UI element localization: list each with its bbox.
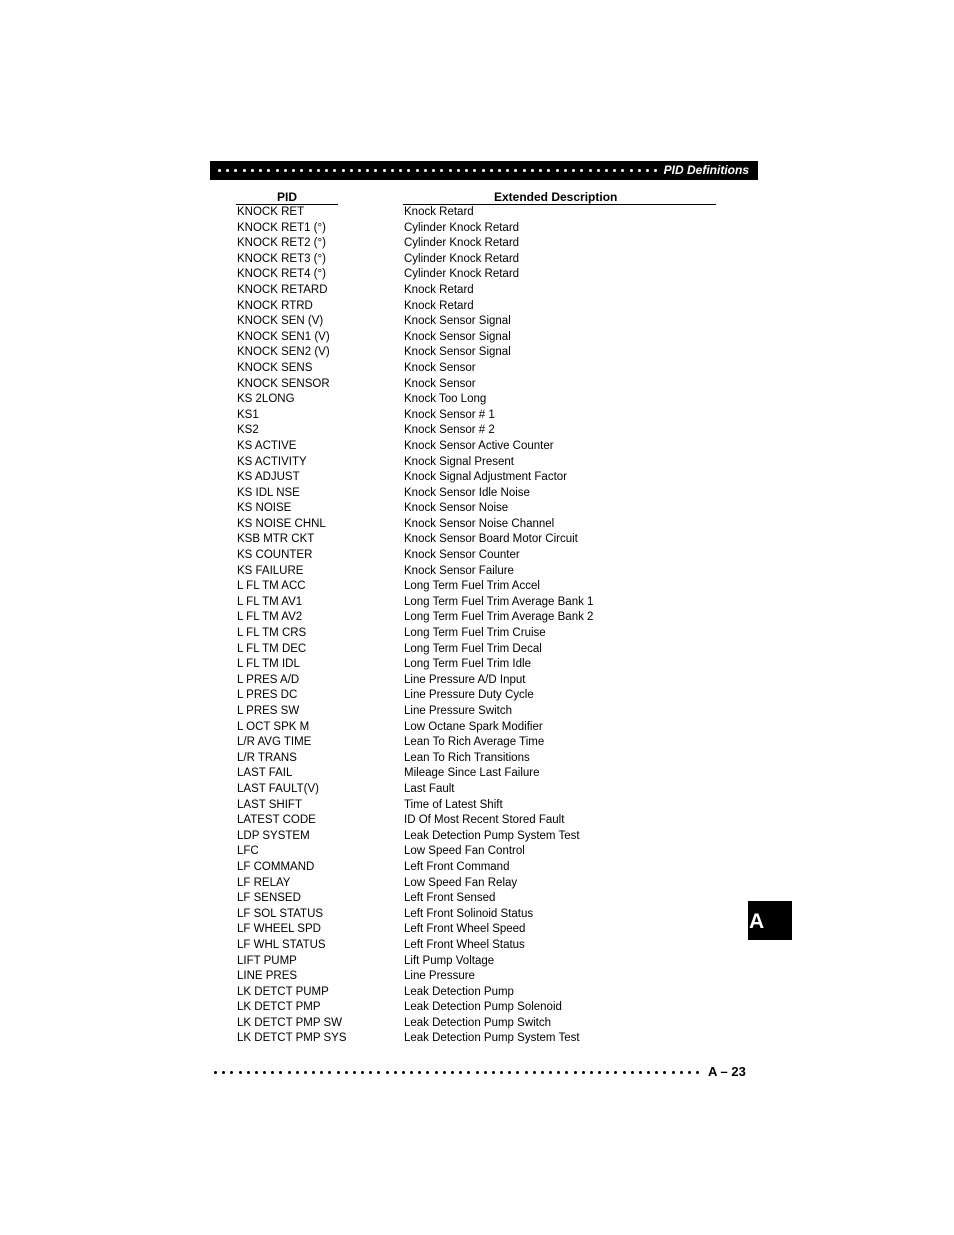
leader-dot (304, 1071, 307, 1074)
pid-cell: LATEST CODE (237, 814, 316, 827)
table-row (237, 938, 697, 954)
pid-cell: LF SOL STATUS (237, 907, 324, 920)
pid-cell: KNOCK SENSOR (237, 377, 330, 390)
table-row (237, 361, 697, 377)
table-row (237, 330, 697, 346)
leader-dot (218, 169, 221, 172)
pid-cell: L OCT SPK M (237, 720, 310, 733)
pid-cell: KS COUNTER (237, 549, 313, 562)
pid-cell: KS NOISE CHNL (237, 517, 326, 530)
table-row (237, 860, 697, 876)
description-cell: Knock Sensor Counter (404, 549, 520, 562)
description-cell: Knock Retard (404, 206, 474, 218)
description-cell: Knock Sensor Signal (404, 315, 511, 328)
table-row (237, 236, 697, 252)
leader-dot (288, 1071, 291, 1074)
table-row (237, 969, 697, 985)
pid-cell: KS ACTIVE (237, 439, 297, 452)
pid-cell: KNOCK SEN1 (V) (237, 330, 330, 343)
table-row (237, 564, 697, 580)
footer-dot-leader (214, 1069, 700, 1075)
table-row (237, 626, 697, 642)
table-row (237, 283, 697, 299)
leader-dot (251, 169, 254, 172)
leader-dot (498, 169, 501, 172)
leader-dot (259, 169, 262, 172)
leader-dot (465, 169, 468, 172)
description-cell: Knock Sensor Idle Noise (404, 486, 530, 499)
description-cell: Line Pressure Switch (404, 705, 513, 717)
table-row (237, 252, 697, 268)
pid-cell: LF WHEEL SPD (237, 923, 321, 936)
table-row (237, 642, 697, 658)
leader-dot (597, 169, 600, 172)
pid-cell: L FL TM AV2 (237, 611, 303, 624)
pid-cell: KS FAILURE (237, 564, 304, 577)
leader-dot (580, 169, 583, 172)
description-cell: Lean To Rich Average Time (404, 736, 545, 749)
leader-dot (284, 169, 287, 172)
pid-cell: L PRES SW (237, 705, 300, 717)
leader-dot (492, 1071, 495, 1074)
leader-dot (255, 1071, 258, 1074)
leader-dot (407, 169, 410, 172)
table-row (237, 985, 697, 1001)
leader-dot (680, 1071, 683, 1074)
description-cell: Left Front Command (404, 860, 510, 873)
pid-cell: L FL TM DEC (237, 642, 307, 655)
description-cell: Long Term Fuel Trim Idle (404, 658, 531, 671)
pid-cell: KS ACTIVITY (237, 455, 307, 468)
pid-cell: LINE PRES (237, 970, 298, 983)
leader-dot (443, 1071, 446, 1074)
description-cell: Line Pressure Duty Cycle (404, 689, 534, 702)
leader-dot (606, 1071, 609, 1074)
description-cell: Long Term Fuel Trim Accel (404, 580, 540, 593)
leader-dot (416, 169, 419, 172)
pid-cell: KNOCK RET2 (°) (237, 237, 326, 250)
table-row (237, 876, 697, 892)
leader-dot (222, 1071, 225, 1074)
pid-cell: KSB MTR CKT (237, 533, 315, 546)
table-row (237, 844, 697, 860)
description-column-header-label: Extended Description (494, 190, 618, 204)
leader-dot (243, 169, 246, 172)
table-row (237, 688, 697, 704)
leader-dot (292, 169, 295, 172)
description-cell: Long Term Fuel Trim Decal (404, 642, 542, 655)
leader-dot (639, 1071, 642, 1074)
table-row (237, 720, 697, 736)
description-cell: Leak Detection Pump (404, 985, 514, 998)
leader-dot (590, 1071, 593, 1074)
table-row (237, 299, 697, 315)
leader-dot (353, 1071, 356, 1074)
table-row (237, 221, 697, 237)
description-cell: Left Front Solinoid Status (404, 907, 534, 920)
leader-dot (476, 1071, 479, 1074)
description-cell: Knock Sensor Noise Channel (404, 517, 555, 530)
table-row (237, 486, 697, 502)
leader-dot (631, 1071, 634, 1074)
description-cell: Line Pressure A/D Input (404, 673, 526, 686)
table-row (237, 782, 697, 798)
leader-dot (451, 1071, 454, 1074)
leader-dot (467, 1071, 470, 1074)
description-cell: Left Front Sensed (404, 892, 496, 905)
description-cell: ID Of Most Recent Stored Fault (404, 814, 565, 827)
pid-cell: LAST FAIL (237, 767, 293, 780)
pid-cell: L PRES A/D (237, 673, 300, 686)
leader-dot (345, 1071, 348, 1074)
leader-dot (582, 1071, 585, 1074)
table-row (237, 517, 697, 533)
pid-cell: L FL TM AV1 (237, 595, 303, 608)
table-row (237, 891, 697, 907)
table-row (237, 735, 697, 751)
leader-dot (449, 169, 452, 172)
description-cell: Knock Sensor Failure (404, 564, 514, 577)
leader-dot (541, 1071, 544, 1074)
pid-cell: L/R AVG TIME (237, 736, 312, 749)
leader-dot (418, 1071, 421, 1074)
pid-cell: KS ADJUST (237, 471, 300, 484)
leader-dot (214, 1071, 217, 1074)
table-row (237, 377, 697, 393)
leader-dot (484, 1071, 487, 1074)
leader-dot (572, 169, 575, 172)
leader-dot (369, 1071, 372, 1074)
leader-dot (342, 169, 345, 172)
table-row (237, 673, 697, 689)
table-row (237, 704, 697, 720)
section-title: PID Definitions (663, 163, 749, 177)
pid-cell: LK DETCT PMP SW (237, 1016, 343, 1029)
leader-dot (623, 1071, 626, 1074)
description-cell: Low Speed Fan Relay (404, 876, 518, 889)
leader-dot (523, 169, 526, 172)
leader-dot (309, 169, 312, 172)
leader-dot (399, 169, 402, 172)
leader-dot (325, 169, 328, 172)
leader-dot (565, 1071, 568, 1074)
pid-cell: KS NOISE (237, 502, 292, 515)
table-row (237, 922, 697, 938)
leader-dot (271, 1071, 274, 1074)
leader-dot (317, 169, 320, 172)
description-cell: Knock Sensor (404, 361, 476, 374)
leader-dot (435, 1071, 438, 1074)
description-cell: Leak Detection Pump Solenoid (404, 1001, 562, 1014)
description-cell: Mileage Since Last Failure (404, 767, 540, 780)
table-row (237, 751, 697, 767)
pid-cell: LIFT PUMP (237, 954, 297, 967)
pid-cell: LK DETCT PUMP (237, 985, 329, 998)
pid-cell: LF RELAY (237, 876, 291, 889)
description-cell: Leak Detection Pump Switch (404, 1016, 552, 1029)
pid-cell: LAST FAULT(V) (237, 782, 320, 795)
description-cell: Long Term Fuel Trim Cruise (404, 627, 546, 640)
table-row (237, 470, 697, 486)
description-cell: Knock Sensor Noise (404, 502, 509, 515)
description-cell: Leak Detection Pump System Test (404, 1032, 580, 1045)
leader-dot (506, 169, 509, 172)
leader-dot (533, 1071, 536, 1074)
description-cell: Knock Sensor # 1 (404, 408, 495, 421)
description-cell: Time of Latest Shift (404, 798, 503, 811)
leader-dot (516, 1071, 519, 1074)
leader-dot (459, 1071, 462, 1074)
description-cell: Lift Pump Voltage (404, 954, 495, 967)
leader-dot (328, 1071, 331, 1074)
table-row (237, 1031, 697, 1047)
description-cell: Cylinder Knock Retard (404, 221, 520, 234)
leader-dot (263, 1071, 266, 1074)
table-row (237, 829, 697, 845)
leader-dot (621, 169, 624, 172)
pid-column-header: PID (236, 191, 338, 205)
leader-dot (605, 169, 608, 172)
description-column-header (403, 191, 716, 205)
table-row (237, 657, 697, 673)
leader-dot (672, 1071, 675, 1074)
leader-dot (279, 1071, 282, 1074)
description-cell: Leak Detection Pump System Test (404, 829, 580, 842)
pid-cell: LF WHL STATUS (237, 938, 326, 951)
pid-cell: L FL TM IDL (237, 658, 300, 671)
leader-dot (598, 1071, 601, 1074)
description-cell: Cylinder Knock Retard (404, 268, 520, 281)
table-row (237, 205, 697, 221)
pid-cell: KS1 (237, 408, 259, 421)
header-dot-leader (218, 161, 658, 180)
leader-dot (531, 169, 534, 172)
pid-cell: KNOCK RTRD (237, 299, 313, 312)
leader-dot (696, 1071, 699, 1074)
leader-dot (247, 1071, 250, 1074)
table-row (237, 455, 697, 471)
leader-dot (383, 169, 386, 172)
table-row (237, 907, 697, 923)
description-cell: Knock Too Long (404, 393, 487, 406)
leader-dot (482, 169, 485, 172)
leader-dot (500, 1071, 503, 1074)
table-row (237, 766, 697, 782)
page-number: A – 23 (708, 1064, 746, 1079)
pid-cell: L FL TM CRS (237, 627, 307, 640)
description-cell: Low Speed Fan Control (404, 845, 525, 858)
leader-dot (440, 169, 443, 172)
description-cell: Knock Retard (404, 283, 474, 296)
leader-dot (646, 169, 649, 172)
pid-cell: KNOCK RET4 (°) (237, 268, 326, 281)
table-row (237, 267, 697, 283)
leader-dot (508, 1071, 511, 1074)
description-cell: Long Term Fuel Trim Average Bank 2 (404, 611, 594, 624)
leader-dot (358, 169, 361, 172)
leader-dot (457, 169, 460, 172)
pid-cell: KS IDL NSE (237, 486, 300, 499)
description-cell: Knock Signal Adjustment Factor (404, 471, 567, 484)
leader-dot (564, 169, 567, 172)
table-row (237, 579, 697, 595)
leader-dot (337, 1071, 340, 1074)
leader-dot (539, 169, 542, 172)
leader-dot (296, 1071, 299, 1074)
pid-cell: LFC (237, 845, 259, 858)
section-tab: A (748, 901, 792, 940)
description-cell: Cylinder Knock Retard (404, 237, 520, 250)
leader-dot (549, 1071, 552, 1074)
description-cell: Knock Sensor Board Motor Circuit (404, 533, 578, 546)
table-row (237, 1000, 697, 1016)
leader-dot (654, 169, 657, 172)
leader-dot (377, 1071, 380, 1074)
table-row (237, 595, 697, 611)
leader-dot (350, 169, 353, 172)
leader-dot (230, 1071, 233, 1074)
leader-dot (574, 1071, 577, 1074)
description-cell: Knock Sensor Active Counter (404, 439, 554, 452)
leader-dot (239, 1071, 242, 1074)
leader-dot (613, 169, 616, 172)
leader-dot (525, 1071, 528, 1074)
pid-cell: KNOCK SEN (V) (237, 315, 324, 328)
leader-dot (386, 1071, 389, 1074)
description-cell: Knock Sensor Signal (404, 346, 511, 359)
leader-dot (557, 1071, 560, 1074)
section-header-bar (210, 161, 758, 180)
leader-dot (547, 169, 550, 172)
description-cell: Lean To Rich Transitions (404, 751, 530, 764)
pid-cell: KNOCK RETARD (237, 283, 328, 296)
leader-dot (630, 169, 633, 172)
leader-dot (490, 169, 493, 172)
description-cell: Knock Retard (404, 299, 474, 312)
leader-dot (361, 1071, 364, 1074)
table-row (237, 548, 697, 564)
table-row (237, 798, 697, 814)
leader-dot (320, 1071, 323, 1074)
table-row (237, 1016, 697, 1032)
table-row (237, 439, 697, 455)
leader-dot (300, 169, 303, 172)
pid-cell: KNOCK SENS (237, 361, 313, 374)
leader-dot (614, 1071, 617, 1074)
leader-dot (333, 169, 336, 172)
pid-cell: KNOCK RET3 (°) (237, 252, 326, 265)
leader-dot (647, 1071, 650, 1074)
table-row (237, 408, 697, 424)
leader-dot (473, 169, 476, 172)
leader-dot (267, 169, 270, 172)
leader-dot (688, 1071, 691, 1074)
leader-dot (410, 1071, 413, 1074)
pid-cell: KS 2LONG (237, 393, 295, 406)
table-row (237, 532, 697, 548)
table-row (237, 345, 697, 361)
pid-cell: L FL TM ACC (237, 580, 306, 593)
pid-definitions-table (237, 205, 697, 1047)
pid-cell: KNOCK RET (237, 206, 305, 218)
table-row (237, 954, 697, 970)
leader-dot (374, 169, 377, 172)
description-cell: Last Fault (404, 782, 455, 795)
pid-cell: LF SENSED (237, 892, 301, 905)
pid-cell: L/R TRANS (237, 751, 297, 764)
description-cell: Long Term Fuel Trim Average Bank 1 (404, 595, 594, 608)
leader-dot (402, 1071, 405, 1074)
description-cell: Left Front Wheel Speed (404, 923, 526, 936)
table-row (237, 392, 697, 408)
leader-dot (391, 169, 394, 172)
description-cell: Knock Sensor # 2 (404, 424, 495, 437)
pid-cell: KS2 (237, 424, 259, 437)
pid-cell: LDP SYSTEM (237, 829, 310, 842)
leader-dot (234, 169, 237, 172)
table-row (237, 423, 697, 439)
leader-dot (514, 169, 517, 172)
leader-dot (589, 169, 592, 172)
leader-dot (432, 169, 435, 172)
leader-dot (226, 169, 229, 172)
pid-cell: KNOCK SEN2 (V) (237, 346, 330, 359)
description-cell: Low Octane Spark Modifier (404, 720, 543, 733)
description-cell: Line Pressure (404, 970, 475, 983)
pid-cell: L PRES DC (237, 689, 298, 702)
leader-dot (638, 169, 641, 172)
leader-dot (276, 169, 279, 172)
leader-dot (424, 169, 427, 172)
leader-dot (312, 1071, 315, 1074)
description-cell: Left Front Wheel Status (404, 938, 525, 951)
leader-dot (394, 1071, 397, 1074)
pid-cell: LK DETCT PMP (237, 1001, 321, 1014)
pid-cell: LF COMMAND (237, 860, 315, 873)
pid-cell: KNOCK RET1 (°) (237, 221, 326, 234)
leader-dot (366, 169, 369, 172)
description-cell: Knock Sensor Signal (404, 330, 511, 343)
description-cell: Knock Signal Present (404, 455, 514, 468)
leader-dot (663, 1071, 666, 1074)
table-row (237, 813, 697, 829)
leader-dot (655, 1071, 658, 1074)
table-row (237, 610, 697, 626)
pid-cell: LAST SHIFT (237, 798, 302, 811)
description-cell: Knock Sensor (404, 377, 476, 390)
table-row (237, 501, 697, 517)
leader-dot (426, 1071, 429, 1074)
pid-cell: LK DETCT PMP SYS (237, 1032, 347, 1045)
description-cell: Cylinder Knock Retard (404, 252, 520, 265)
leader-dot (556, 169, 559, 172)
table-row (237, 314, 697, 330)
